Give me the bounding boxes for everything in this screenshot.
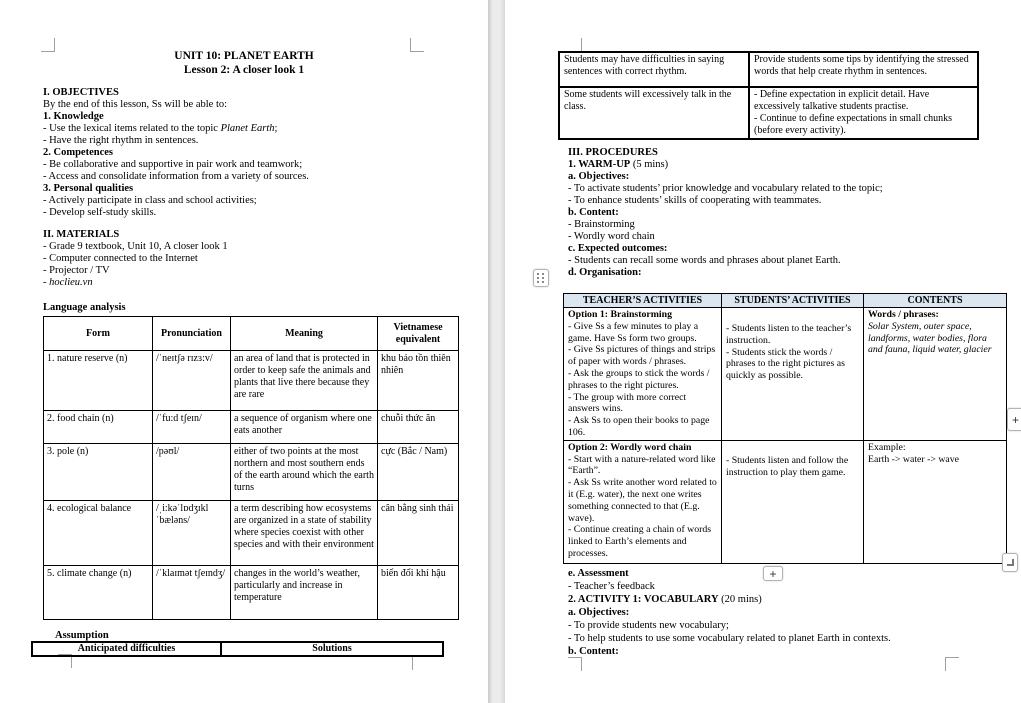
student-item: - Students listen and follow the instruction to play them game. xyxy=(726,454,849,478)
table-row xyxy=(44,501,459,566)
table-row xyxy=(559,52,978,87)
warmup-objectives-item-2: - To enhance students’ skills of cooperating with teammates. xyxy=(568,195,822,206)
plus-icon: + xyxy=(1011,412,1019,427)
assessment-activity-section xyxy=(568,567,1013,658)
knowledge-item-1-end: ; xyxy=(274,123,278,134)
activity1-objectives-item-1: - To provide students new vocabulary; xyxy=(568,620,729,631)
page-canvas-right[interactable] xyxy=(505,0,1021,703)
contents-example-label: Example: xyxy=(868,441,906,453)
assumption-table-continuation xyxy=(558,51,979,140)
drag-handle-icon xyxy=(537,273,545,284)
materials-section xyxy=(43,229,463,289)
cell-form: 5. climate change (n) xyxy=(44,566,153,620)
table-row xyxy=(44,566,459,620)
cell-meaning: changes in the world’s weather, particularly and increase in temperature xyxy=(231,566,378,620)
student-item: - Students listen to the teacher’s instruction. xyxy=(726,323,852,346)
contents-example-chain: Earth -> water -> wave xyxy=(868,453,960,465)
cell-difficulty: Students may have difficulties in saying sentences with correct rhythm. xyxy=(559,52,749,87)
activity1-heading-time: (20 mins) xyxy=(718,594,762,605)
teacher-item: - Ask Ss write another word related to it (E.g. water), the next one writes something connected to that (E.g. wave). xyxy=(568,477,717,524)
cell-contents xyxy=(864,440,1007,563)
cell-meaning: either of two points at the most northern and most southern ends of the earth around which the earth turns xyxy=(231,444,378,501)
materials-item-1: - Grade 9 textbook, Unit 10, A closer look 1 xyxy=(43,241,228,252)
plus-icon: + xyxy=(769,566,777,581)
competences-heading: 2. Competences xyxy=(43,147,113,158)
cell-vietnamese: khu bảo tồn thiên nhiên xyxy=(378,351,459,411)
text-boundary-mark xyxy=(945,657,959,671)
cell-meaning: an area of land that is protected in order to keep safe the animals and plants that live there because they are rare xyxy=(231,351,378,411)
cell-difficulty: Some students will excessively talk in the class. xyxy=(559,87,749,139)
option-1-heading: Option 1: Brainstorming xyxy=(568,309,672,320)
warmup-objectives-item-1: - To activate students’ prior knowledge and vocabulary related to the topic; xyxy=(568,183,883,194)
teacher-item: - Start with a nature-related word like “Earth”. xyxy=(568,453,716,477)
cell-pronunciation: /ˈneɪtʃə rɪzɜ:v/ xyxy=(153,351,231,411)
cell-form: 4. ecological balance xyxy=(44,501,153,566)
warmup-content-item-1: - Brainstorming xyxy=(568,219,635,230)
col-header-student-activities: STUDENTS’ ACTIVITIES xyxy=(722,294,864,308)
col-header-teacher-activities: TEACHER’S ACTIVITIES xyxy=(564,294,722,308)
cell-teacher-activities xyxy=(564,308,722,441)
cell-form: 1. nature reserve (n) xyxy=(44,351,153,411)
warmup-content-item-2: - Wordly word chain xyxy=(568,231,655,242)
warmup-heading xyxy=(568,159,1013,171)
warmup-organisation-label: d. Organisation: xyxy=(568,267,642,278)
competences-item-1: - Be collaborative and supportive in pair work and teamwork; xyxy=(43,159,303,170)
knowledge-item-1 xyxy=(43,123,463,135)
table-header-row xyxy=(32,642,443,656)
col-header-vietnamese: Vietnamese equivalent xyxy=(378,317,459,351)
table-row xyxy=(44,351,459,411)
warmup-content-label: b. Content: xyxy=(568,207,619,218)
materials-item-4-site: hoclieu.vn xyxy=(49,277,93,288)
materials-heading: II. MATERIALS xyxy=(43,229,120,240)
assumption-heading: Assumption xyxy=(55,630,109,641)
page-gap xyxy=(488,0,505,703)
page-canvas-left[interactable] xyxy=(0,0,488,703)
lesson-subtitle: Lesson 2: A closer look 1 xyxy=(183,63,305,76)
assessment-item: - Teacher’s feedback xyxy=(568,581,655,592)
table-header-row xyxy=(44,317,459,351)
teacher-item: - The group with more correct answers wins. xyxy=(568,391,687,415)
warmup-heading-bold: 1. WARM-UP xyxy=(568,159,631,170)
warmup-organisation-table xyxy=(563,293,1007,564)
table-row xyxy=(559,87,978,139)
personal-item-1: - Actively participate in class and school activities; xyxy=(43,195,257,206)
cell-contents xyxy=(864,308,1007,441)
knowledge-heading: 1. Knowledge xyxy=(43,111,104,122)
cell-pronunciation: /ˈfu:d tʃeɪn/ xyxy=(153,411,231,444)
solution-line: Provide students some tips by identifying the stressed words that help create rhythm in sentences. xyxy=(754,54,969,77)
table-row-option-2 xyxy=(564,440,1007,563)
activity1-heading-bold: 2. ACTIVITY 1: VOCABULARY xyxy=(568,594,719,605)
cell-pronunciation: /ˌi:kəˈlɒdʒɪkl ˈbæləns/ xyxy=(153,501,231,566)
option-2-heading: Option 2: Wordly word chain xyxy=(568,441,692,453)
text-boundary-mark xyxy=(412,656,426,670)
col-header-form: Form xyxy=(44,317,153,351)
objectives-section xyxy=(43,87,463,219)
knowledge-item-1-text: - Use the lexical items related to the topic xyxy=(43,123,221,134)
cell-pronunciation: /pəʊl/ xyxy=(153,444,231,501)
col-header-solutions: Solutions xyxy=(221,642,443,656)
col-header-contents: CONTENTS xyxy=(864,294,1007,308)
table-drag-handle-button[interactable] xyxy=(533,269,549,287)
student-item: - Students stick the words / phrases to the right pictures as quickly as possible. xyxy=(726,346,845,382)
table-row xyxy=(44,444,459,501)
solution-line: - Define expectation in explicit detail. Have excessively talkative students practise. xyxy=(754,89,930,112)
knowledge-item-1-topic: Planet Earth xyxy=(220,123,275,134)
cell-solution xyxy=(749,87,978,139)
insert-row-button[interactable] xyxy=(763,566,783,581)
procedures-heading: III. PROCEDURES xyxy=(568,147,658,158)
col-header-pronunciation: Pronunciation xyxy=(153,317,231,351)
teacher-item: - Give Ss a few minutes to play a game. Have Ss form two groups. xyxy=(568,320,699,344)
teacher-item: - Continue creating a chain of words linked to Earth’s elements and processes. xyxy=(568,524,712,559)
assessment-label: e. Assessment xyxy=(568,568,629,579)
materials-item-3: - Projector / TV xyxy=(43,265,110,276)
activity1-objectives-item-2: - To help students to use some vocabulary related to planet Earth in contexts. xyxy=(568,633,891,644)
cell-vietnamese: chuỗi thức ăn xyxy=(378,411,459,444)
teacher-item: - Give Ss pictures of things and strips of paper with words / phrases. xyxy=(568,344,716,368)
activity1-heading xyxy=(568,593,1013,606)
personal-heading: 3. Personal qualities xyxy=(43,183,134,194)
table-row-option-1 xyxy=(564,308,1007,441)
cell-form: 3. pole (n) xyxy=(44,444,153,501)
assumption-table xyxy=(31,641,444,657)
procedures-section xyxy=(568,147,1013,279)
contents-word-list: Solar System, outer space, landforms, water bodies, flora and fauna, liquid water, glacier xyxy=(868,320,992,356)
cell-student-activities xyxy=(722,308,864,441)
objectives-intro: By the end of this lesson, Ss will be able to: xyxy=(43,99,228,110)
col-header-meaning: Meaning xyxy=(231,317,378,351)
cell-vietnamese: cực (Bắc / Nam) xyxy=(378,444,459,501)
warmup-objectives-label: a. Objectives: xyxy=(568,171,630,182)
materials-item-4 xyxy=(43,277,463,289)
warmup-heading-time: (5 mins) xyxy=(630,159,669,170)
cell-vietnamese: biến đổi khí hậu xyxy=(378,566,459,620)
cell-form: 2. food chain (n) xyxy=(44,411,153,444)
col-header-difficulties: Anticipated difficulties xyxy=(32,642,221,656)
teacher-item: - Ask the groups to stick the words / phrases to the right pictures. xyxy=(568,367,710,391)
resize-corner-icon xyxy=(1007,559,1014,566)
objectives-heading: I. OBJECTIVES xyxy=(43,87,119,98)
cell-student-activities xyxy=(722,440,864,563)
materials-item-2: - Computer connected to the Internet xyxy=(43,253,198,264)
text-boundary-mark xyxy=(568,657,582,671)
solution-line: - Continue to define expectations in small chunks (before every activity). xyxy=(754,113,953,136)
teacher-item: - Ask Ss to open their books to page 106. xyxy=(568,415,710,438)
warmup-outcomes-item-1: - Students can recall some words and phrases about planet Earth. xyxy=(568,255,841,266)
insert-column-button[interactable] xyxy=(1007,408,1021,431)
cell-meaning: a term describing how ecosystems are organized in a state of stability where species coexist with other species and with their environment xyxy=(231,501,378,566)
materials-item-4-dash: - xyxy=(43,277,50,288)
personal-item-2: - Develop self-study skills. xyxy=(43,207,157,218)
activity1-content-label: b. Content: xyxy=(568,646,619,657)
contents-heading: Words / phrases: xyxy=(868,309,939,320)
text-boundary-mark xyxy=(568,38,582,52)
cell-solution xyxy=(749,52,978,87)
knowledge-item-2: - Have the right rhythm in sentences. xyxy=(43,135,199,146)
table-row xyxy=(44,411,459,444)
cell-teacher-activities xyxy=(564,440,722,563)
table-header-row xyxy=(564,294,1007,308)
cell-vietnamese: cân bằng sinh thái xyxy=(378,501,459,566)
cell-meaning: a sequence of organism where one eats another xyxy=(231,411,378,444)
language-analysis-heading: Language analysis xyxy=(43,302,126,313)
language-analysis-table xyxy=(43,316,459,620)
competences-item-2: - Access and consolidate information from a variety of sources. xyxy=(43,171,309,182)
activity1-objectives-label: a. Objectives: xyxy=(568,607,630,618)
unit-title: UNIT 10: PLANET EARTH xyxy=(174,50,314,62)
table-resize-button[interactable] xyxy=(1002,553,1018,572)
cell-pronunciation: /ˈklaɪmət tʃeɪndʒ/ xyxy=(153,566,231,620)
warmup-outcomes-label: c. Expected outcomes: xyxy=(568,243,668,254)
document-title xyxy=(43,50,445,77)
